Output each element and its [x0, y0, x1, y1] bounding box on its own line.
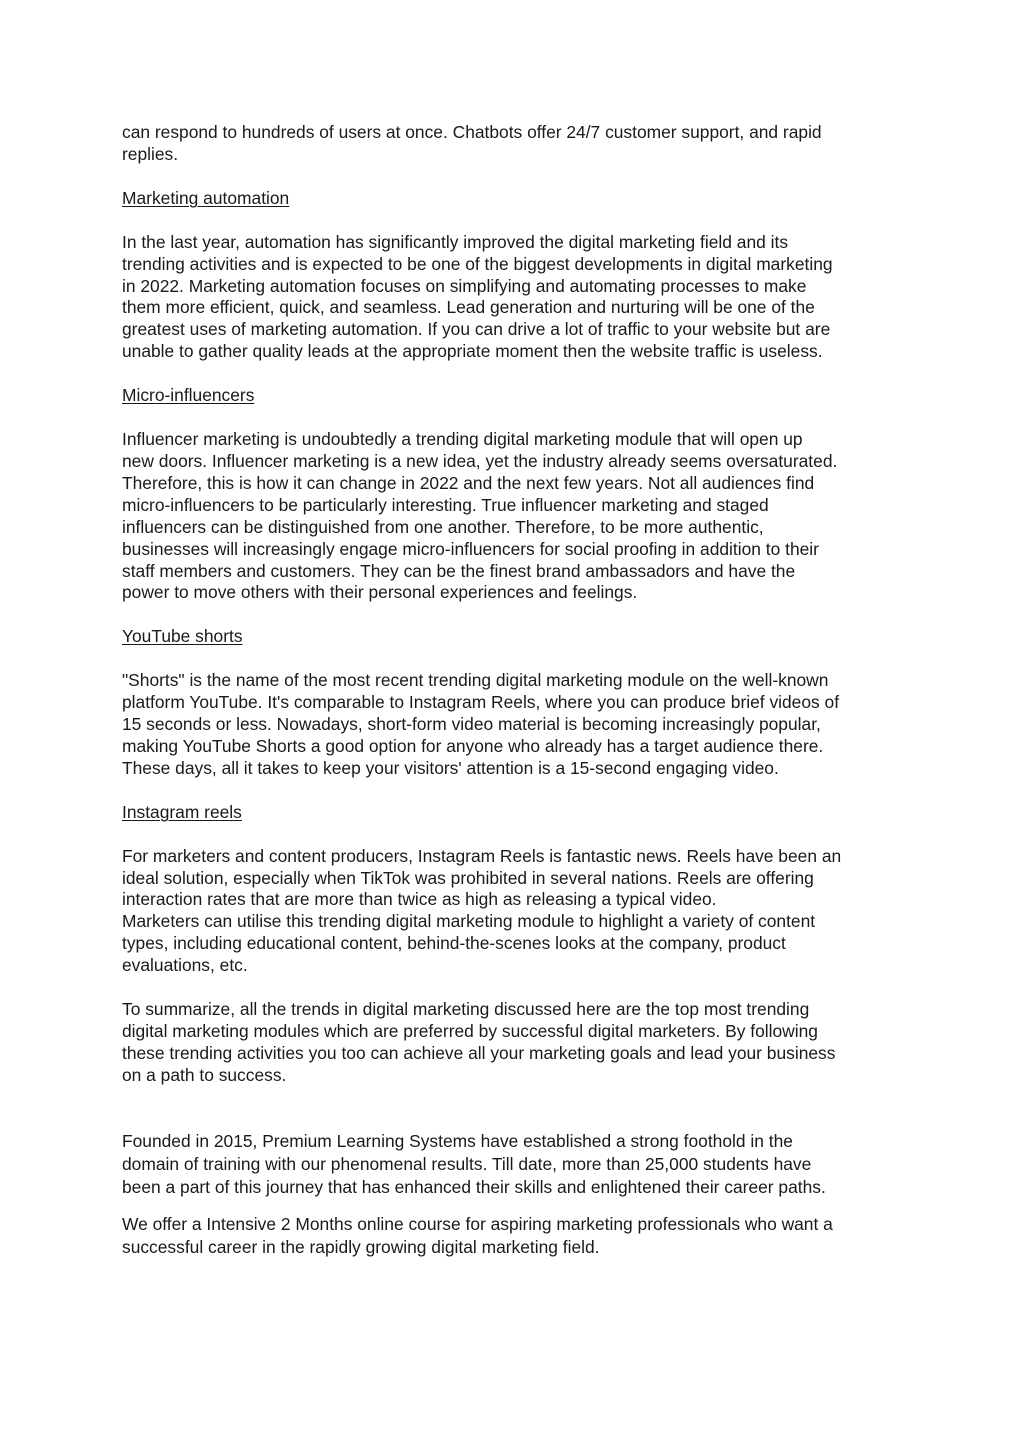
spacer [122, 604, 912, 626]
spacer [122, 977, 912, 999]
about-paragraph: Founded in 2015, Premium Learning Systems have established a strong foothold in the domain of training with our phenomenal results. Till date, more than 25,000 students have been a part of this journey that has enhanced their skills and enlightened their career paths. [122, 1130, 826, 1198]
section-body-instagram-reels: For marketers and content producers, Instagram Reels is fantastic news. Reels have been an ideal solution, especially when TikTok was prohibited in several nations. Reels are offering interaction rates that are more than twice as high as releasing a typical video. Marketers can utilise this trending digital marketing module to highlight a variety of content types, including educational content, behind-the-scenes looks at the company, product evaluations, etc. [122, 845, 842, 976]
spacer [122, 780, 912, 802]
section-heading-youtube-shorts: YouTube shorts [122, 626, 243, 647]
section-body-micro-influencers: Influencer marketing is undoubtedly a trending digital marketing module that will open up new doors. Influencer marketing is a new idea, yet the industry already seems oversaturated. Therefore, this is how it can change in 2022 and the next few years. Not all audiences find micro-influencers to be particularly interesting. True influencer marketing and staged influencers can be distinguished from one another. Therefore, to be more authentic, businesses will increasingly engage micro-influencers for social proofing in addition to their staff members and customers. They can be the finest brand ambassadors and have the power to move others with their personal experiences and feelings. [122, 429, 838, 603]
spacer [122, 363, 912, 385]
summary-paragraph: To summarize, all the trends in digital marketing discussed here are the top most trending digital marketing modules which are preferred by successful digital marketers. By following these trending activities you too can achieve all your marketing goals and lead your business on a path to success. [122, 999, 836, 1085]
section-body-youtube-shorts: "Shorts" is the name of the most recent trending digital marketing module on the well-known platform YouTube. It's comparable to Instagram Reels, where you can produce brief videos of 15 seconds or less. Nowadays, short-form video material is becoming increasingly popular, making YouTube Shorts a good option for anyone who already has a target audience there. These days, all it takes to keep your visitors' attention is a 15-second engaging video. [122, 670, 840, 778]
section-heading-instagram-reels: Instagram reels [122, 801, 242, 822]
section-heading-micro-influencers: Micro-influencers [122, 385, 255, 406]
section-body-marketing-automation: In the last year, automation has significantly improved the digital marketing field and its trending activities and is expected to be one of the biggest developments in digital marketing in 2022. Marketing automation focuses on simplifying and automating processes to make them more efficient, quick, and seamless. Lead generation and nurturing will be one of the greatest uses of marketing automation. If you can drive a lot of traffic to your website but are unable to gather quality leads at the appropriate moment then the website traffic is useless. [122, 231, 833, 362]
offer-paragraph: We offer a Intensive 2 Months online course for aspiring marketing professionals who want a successful career in the rapidly growing digital marketing field. [122, 1213, 833, 1257]
intro-tail-paragraph: can respond to hundreds of users at once. Chatbots offer 24/7 customer support, and rapid replies. [122, 122, 822, 164]
spacer [122, 407, 912, 429]
spacer [122, 648, 912, 670]
spacer [122, 1087, 912, 1130]
spacer [122, 824, 912, 846]
spacer [122, 1200, 912, 1213]
spacer [122, 166, 912, 188]
document-page [122, 122, 912, 1259]
spacer [122, 210, 912, 232]
section-heading-marketing-automation: Marketing automation [122, 187, 290, 208]
